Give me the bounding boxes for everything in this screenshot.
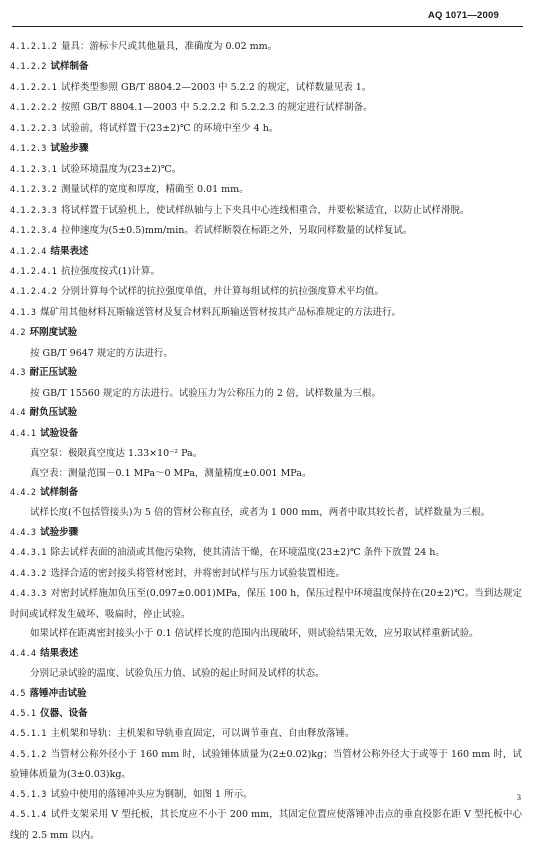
clause-number: 4.1.2.1.2: [10, 42, 57, 52]
section-heading: [10, 323, 522, 343]
clause-number: 4.4: [10, 408, 26, 419]
clause-number: 4.4.1: [10, 428, 37, 439]
clause-text: 将试样置于试验机上，使试样纵轴与上下夹具中心连线相重合，并要松紧适宜，以防止试样滑脱。: [60, 204, 470, 216]
section-heading: [10, 684, 522, 704]
paragraph-line: [10, 564, 522, 584]
clause-text: 真空表：测量范围－0.1 MPa～0 MPa，测量精度±0.001 MPa。: [30, 467, 312, 479]
section-heading: [10, 57, 522, 77]
clause-number: 4.4.3.2: [10, 568, 47, 579]
clause-number: 4.1.2.3.2: [10, 185, 57, 196]
clause-number: 4.1.2.3: [10, 144, 47, 155]
heading-text: 结果表述: [40, 647, 79, 659]
clause-text: 除去试样表面的油渍或其他污染物，使其清洁干燥，在环境温度(23±2)℃ 条件下放置 24 h。: [50, 547, 445, 559]
clause-number: 4.1.2.2.3: [10, 123, 57, 134]
clause-number: 4.5.1: [10, 708, 37, 719]
paragraph-line: [10, 303, 522, 323]
heading-text: 环刚度试验: [29, 327, 78, 339]
section-heading: [10, 704, 522, 724]
clause-number: 4.1.2.2: [10, 62, 47, 73]
clause-text: 按 GB/T 9647 规定的方法进行。: [30, 347, 173, 359]
paragraph-line: [10, 221, 522, 241]
paragraph-line: [10, 584, 522, 624]
paragraph-line: [10, 624, 522, 643]
clause-text: 抗拉强度按式(1)计算。: [60, 265, 160, 277]
clause-text: 如果试样在距离密封接头小于 0.1 倍试样长度的范围内出现破坏，则试验结果无效，应另取试样重新试验。: [30, 628, 479, 640]
clause-number: 4.1.2.3.3: [10, 205, 57, 216]
clause-number: 4.5: [10, 688, 26, 699]
paragraph-line: [10, 543, 522, 563]
paragraph-line: [10, 724, 522, 744]
clause-text: 测量试样的宽度和厚度，精确至 0.01 mm。: [60, 184, 249, 196]
clause-text: 按照 GB/T 8804.1—2003 中 5.2.2.2 和 5.2.2.3 的规定进行试样制备。: [60, 102, 373, 114]
section-heading: [10, 424, 522, 444]
clause-number: 4.1.2.2.1: [10, 82, 57, 93]
clause-number: 4.1.2.4.2: [10, 287, 57, 298]
clause-number: 4.1.2.3.1: [10, 164, 57, 175]
clause-number: 4.3: [10, 368, 26, 379]
paragraph-line: [10, 78, 522, 98]
heading-text: 试样制备: [50, 61, 89, 73]
standard-code-header: AQ 1071—2009: [427, 10, 499, 21]
clause-text: 真空泵：极限真空度达 1.33×10⁻² Pa。: [30, 448, 203, 460]
clause-text: 分别计算每个试样的抗拉强度单值，并计算每组试样的抗拉强度算术平均值。: [60, 286, 384, 298]
clause-number: 4.1.3: [10, 307, 37, 318]
heading-text: 耐正压试验: [29, 367, 78, 379]
clause-number: 4.4.3.1: [10, 548, 47, 559]
clause-number: 4.5.1.4: [10, 810, 47, 821]
heading-text: 试验步骤: [40, 526, 79, 538]
heading-text: 仪器、设备: [40, 707, 88, 719]
paragraph-line: [10, 37, 522, 57]
section-heading: [10, 242, 522, 262]
clause-text: 分别记录试验的温度、试验负压力值、试验的起止时间及试样的状态。: [30, 668, 325, 680]
section-heading: [10, 403, 522, 423]
clause-text: 试样类型参照 GB/T 8804.2—2003 中 5.2.2 的规定，试样数量见表 1。: [60, 81, 372, 93]
paragraph-line: [10, 119, 522, 139]
clause-text: 试样长度(不包括管接头)为 5 倍的管材公称直径，或者为 1 000 mm，两者中取其较长者，试样数量为三根。: [30, 507, 491, 519]
paragraph-line: [10, 282, 522, 302]
clause-number: 4.4.4: [10, 648, 37, 659]
heading-text: 耐负压试验: [29, 407, 78, 419]
clause-text: 对密封试样施加负压至(0.097±0.001)MPa，保压 100 h，保压过程中环境温度保持在(20±2)℃。当到达规定时间或试样发生破坏、吸扁时，停止试验。: [10, 588, 522, 620]
clause-text: 主机架和导轨：主机架和导轨垂直固定，可以调节垂直、自由释放落锤。: [50, 728, 355, 740]
clause-text: 试验中使用的落锤冲头应为钢制，如图 1 所示。: [50, 788, 253, 800]
section-heading: [10, 139, 522, 159]
clause-number: 4.4.3.3: [10, 589, 47, 600]
section-heading: [10, 483, 522, 503]
paragraph-line: [10, 344, 522, 363]
clause-number: 4.4.3: [10, 527, 37, 538]
clause-number: 4.2: [10, 328, 26, 339]
clause-number: 4.1.2.2.2: [10, 103, 57, 114]
clause-text: 拉伸速度为(5±0.5)mm/min。若试样断裂在标距之外，另取同样数量的试样复试。: [60, 225, 413, 237]
heading-text: 落锤冲击试验: [29, 687, 87, 699]
heading-text: 结果表述: [50, 245, 89, 257]
clause-text: 试件支架采用 V 型托板，其长度应不小于 200 mm，其固定位置应使落锤冲击点的垂直投影在距 V 型托板中心线的 2.5 mm 以内。: [10, 809, 522, 841]
clause-number: 4.5.1.1: [10, 729, 47, 740]
heading-text: 试验步骤: [50, 143, 89, 155]
paragraph-line: [10, 664, 522, 683]
clause-text: 量具：游标卡尺或其他量具，准确度为 0.02 mm。: [60, 41, 278, 52]
clause-number: 4.4.2: [10, 487, 37, 498]
clause-text: 选择合适的密封接头将管材密封，并将密封试样与压力试验装置相连。: [50, 567, 346, 579]
paragraph-line: [10, 464, 522, 483]
clause-number: 4.1.2.4: [10, 246, 47, 257]
section-heading: [10, 363, 522, 383]
paragraph-line: [10, 805, 522, 845]
heading-text: 试样制备: [40, 486, 79, 498]
clause-number: 4.5.1.3: [10, 789, 47, 800]
paragraph-line: [10, 503, 522, 522]
section-heading: [10, 644, 522, 664]
clause-text: 按 GB/T 15560 规定的方法进行。试验压力为公称压力的 2 倍，试样数量为三根。: [30, 387, 381, 399]
paragraph-line: [10, 745, 522, 785]
paragraph-line: [10, 785, 522, 805]
clause-text: 试验环境温度为(23±2)℃。: [60, 163, 182, 175]
document-body: [10, 37, 522, 845]
paragraph-line: [10, 384, 522, 403]
paragraph-line: [10, 98, 522, 118]
section-heading: [10, 523, 522, 543]
clause-number: 4.1.2.4.1: [10, 266, 57, 277]
clause-text: 试验前，将试样置于(23±2)℃ 的环境中至少 4 h。: [60, 122, 279, 134]
paragraph-line: [10, 444, 522, 463]
header-rule: [12, 26, 523, 27]
heading-text: 试验设备: [40, 427, 79, 439]
paragraph-line: [10, 160, 522, 180]
paragraph-line: [10, 201, 522, 221]
paragraph-line: [10, 180, 522, 200]
clause-text: 当管材公称外径小于 160 mm 时，试验锤体质量为(2±0.02)kg；当管材公称外径大于或等于 160 mm 时，试验锤体质量为(3±0.03)kg。: [10, 748, 522, 781]
paragraph-line: [10, 262, 522, 282]
clause-number: 4.1.2.3.4: [10, 226, 57, 237]
clause-text: 煤矿用其他材料瓦斯输送管材及复合材料瓦斯输送管材按其产品标准规定的方法进行。: [40, 306, 402, 318]
page-number: 3: [516, 792, 521, 802]
clause-number: 4.5.1.2: [10, 749, 47, 760]
